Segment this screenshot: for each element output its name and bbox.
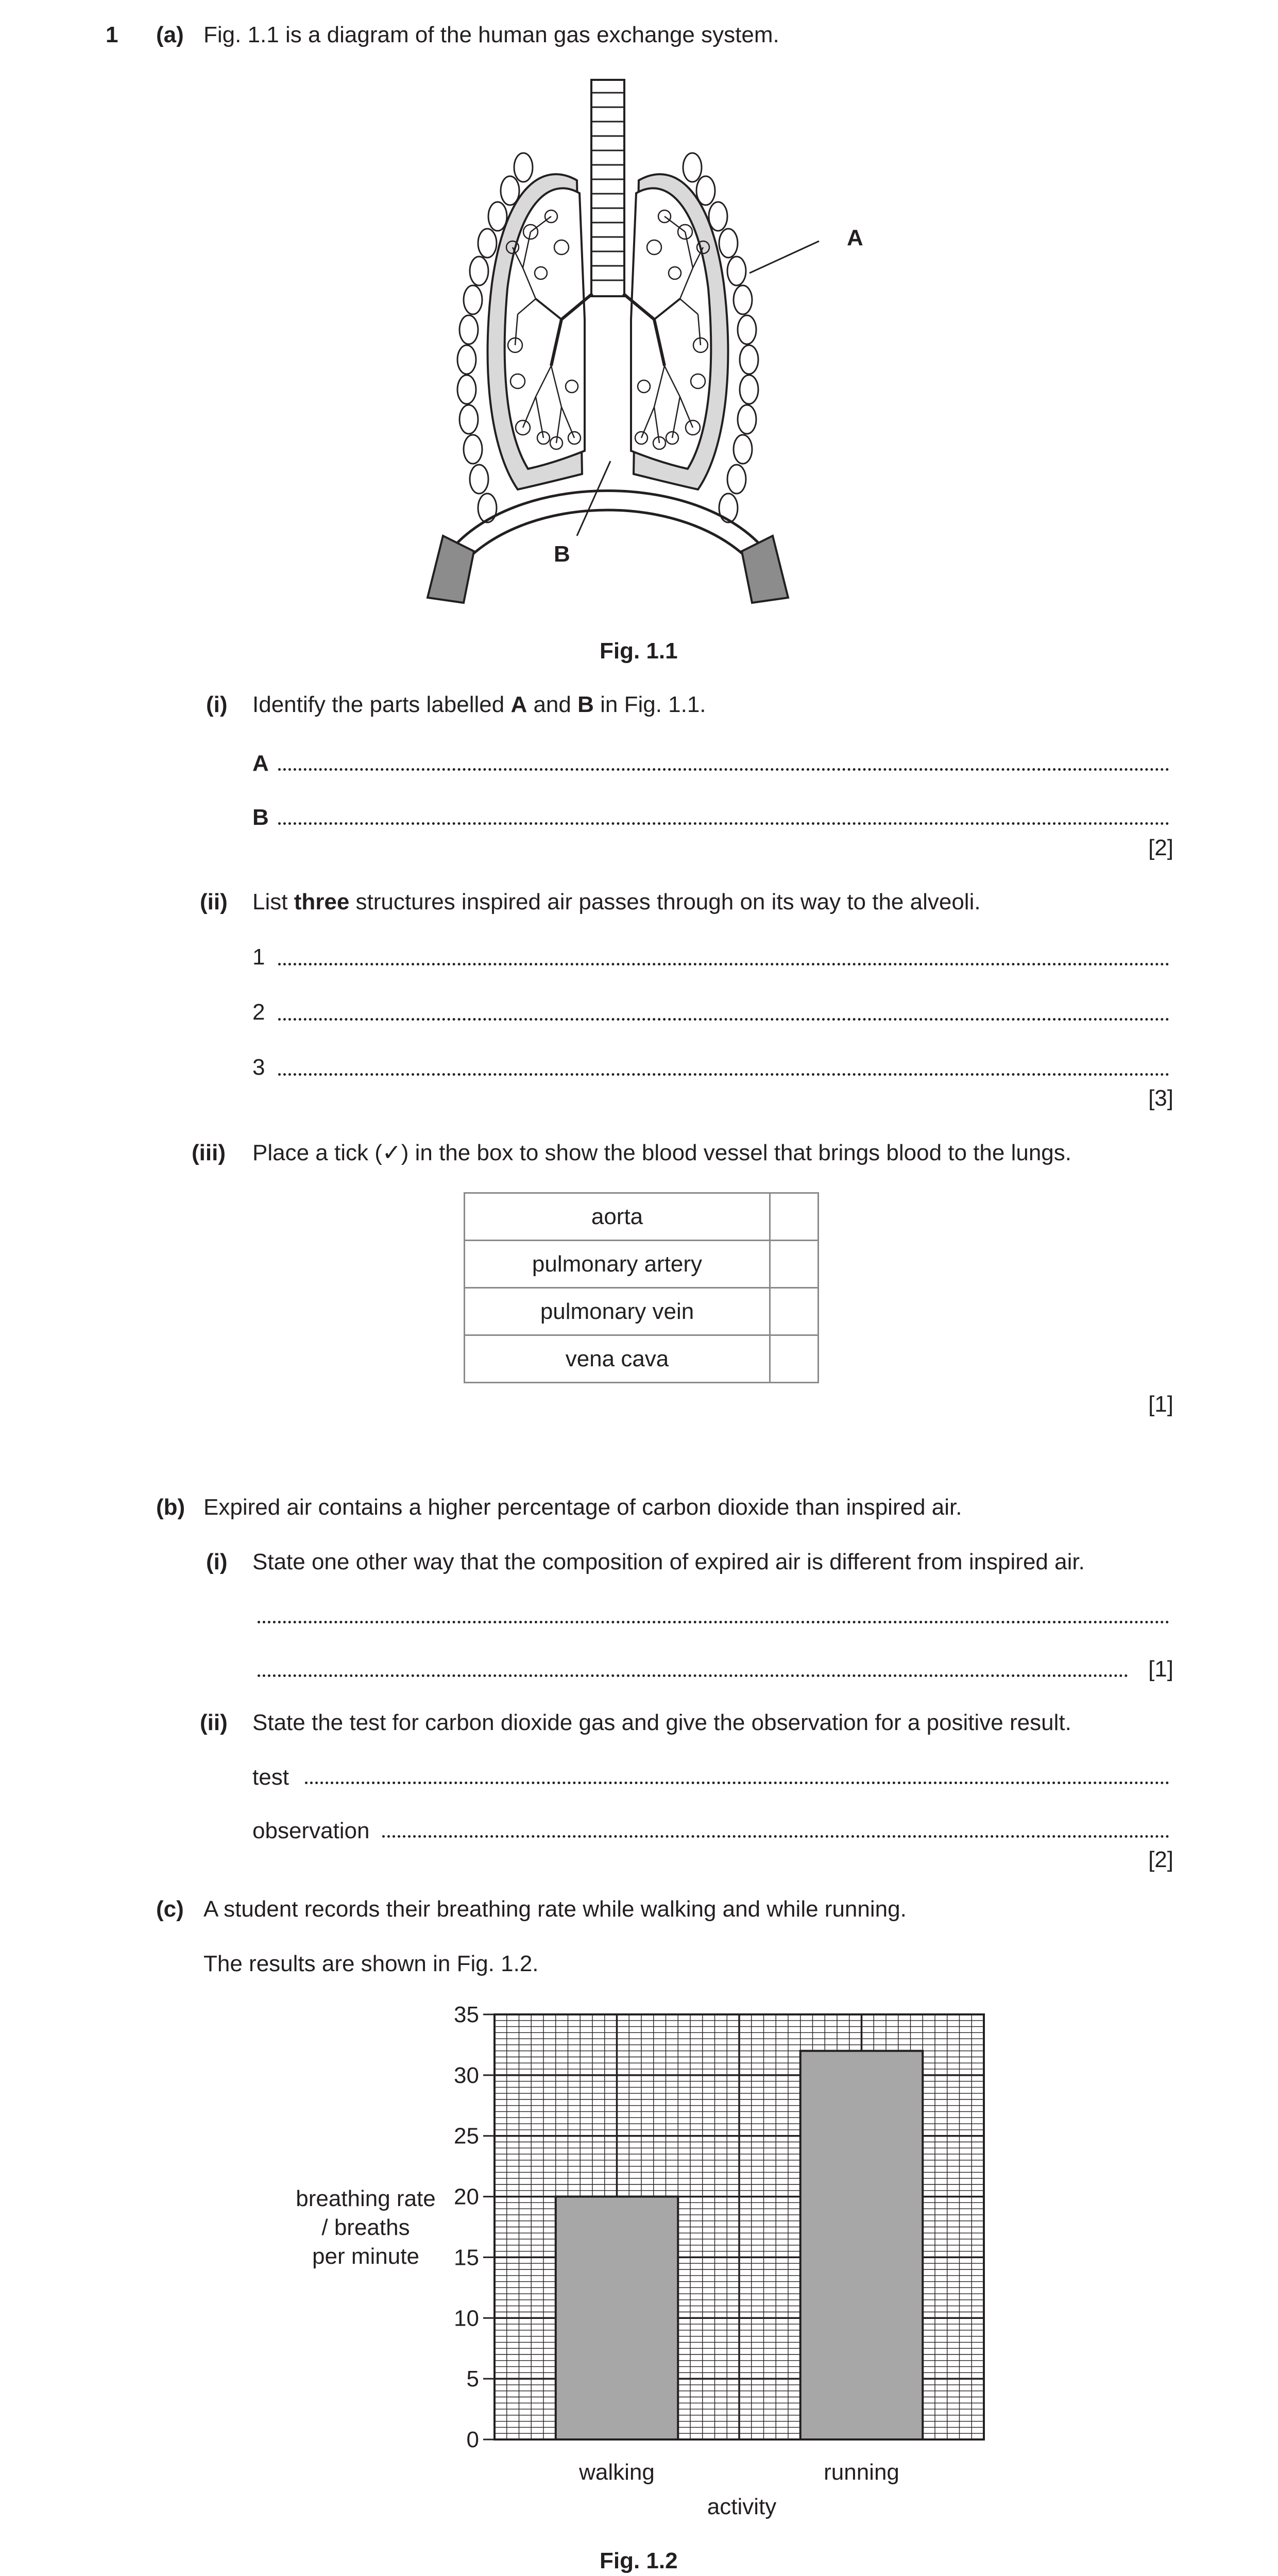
bar-running	[800, 2051, 923, 2439]
fig1-label-b: B	[554, 541, 570, 567]
part-bi-question: State one other way that the composition of expired air is different from inspired air.	[252, 1549, 1085, 1574]
tick-box-pulmonary-vein[interactable]	[770, 1288, 819, 1335]
y-tick-label: 5	[466, 2366, 479, 2392]
answer-b-line[interactable]	[278, 822, 1169, 825]
fig1-caption: Fig. 1.1	[600, 638, 678, 664]
part-bii-label: (ii)	[200, 1710, 228, 1735]
part-aiii-label: (iii)	[192, 1140, 226, 1165]
part-bi-answer-line-2[interactable]	[258, 1674, 1128, 1677]
part-aii-label: (ii)	[200, 889, 228, 914]
chart-axes	[483, 2014, 984, 2439]
chart-bars	[556, 2051, 923, 2439]
part-b-intro: Expired air contains a higher percentage of carbon dioxide than inspired air.	[203, 1495, 962, 1520]
test-label: test	[252, 1765, 289, 1790]
option-aorta: aorta	[465, 1193, 770, 1241]
y-tick-label: 35	[454, 2002, 479, 2027]
list-number-1: 1	[252, 944, 265, 970]
chart-labels	[296, 2002, 899, 2519]
list-answer-1-line[interactable]	[278, 963, 1169, 965]
y-tick-label: 10	[454, 2306, 479, 2331]
y-axis-label-line: breathing rate	[296, 2186, 436, 2211]
part-aii-question: List three structures inspired air passes through on its way to the alveoli.	[252, 889, 981, 914]
x-tick-label-walking: walking	[579, 2460, 655, 2485]
list-answer-2-line[interactable]	[278, 1018, 1169, 1021]
y-tick-label: 0	[466, 2427, 479, 2452]
marks-ai: [2]	[1148, 835, 1173, 860]
list-number-3: 3	[252, 1055, 265, 1080]
bar-walking	[556, 2197, 678, 2439]
option-pulmonary-vein: pulmonary vein	[465, 1288, 770, 1335]
tick-box-vena-cava[interactable]	[770, 1335, 819, 1383]
marks-bii: [2]	[1148, 1847, 1173, 1872]
table-row	[465, 1288, 819, 1335]
list-answer-3-line[interactable]	[278, 1073, 1169, 1076]
option-pulmonary-artery: pulmonary artery	[465, 1241, 770, 1288]
part-aiii-question: Place a tick (✓) in the box to show the blood vessel that brings blood to the lungs.	[252, 1140, 1071, 1165]
part-bi-label: (i)	[206, 1549, 228, 1574]
part-c-label: (c)	[156, 1896, 184, 1922]
plot-frame	[495, 2014, 984, 2439]
table-row	[465, 1335, 819, 1383]
part-ai-question: Identify the parts labelled A and B in Fig. 1.1.	[252, 692, 706, 717]
tick-box-pulmonary-artery[interactable]	[770, 1241, 819, 1288]
marks-bi: [1]	[1148, 1656, 1173, 1682]
observation-answer-line[interactable]	[382, 1835, 1169, 1838]
part-c-intro: A student records their breathing rate while walking and while running.	[203, 1896, 907, 1922]
fig2-caption: Fig. 1.2	[600, 2548, 678, 2573]
option-vena-cava: vena cava	[465, 1335, 770, 1383]
marks-aii: [3]	[1148, 1086, 1173, 1111]
y-tick-label: 25	[454, 2123, 479, 2149]
marks-aiii: [1]	[1148, 1392, 1173, 1417]
part-b-label: (b)	[156, 1495, 185, 1520]
table-row	[465, 1241, 819, 1288]
answer-a-label: A	[252, 751, 269, 776]
y-tick-label: 30	[454, 2062, 479, 2088]
part-ai-label: (i)	[206, 692, 228, 717]
part-a-intro: Fig. 1.1 is a diagram of the human gas exchange system.	[203, 22, 779, 47]
part-c-intro2: The results are shown in Fig. 1.2.	[203, 1951, 539, 1976]
answer-b-label: B	[252, 805, 269, 830]
observation-label: observation	[252, 1818, 370, 1843]
answer-a-line[interactable]	[278, 768, 1169, 771]
y-axis-label-line: per minute	[312, 2244, 419, 2269]
part-bi-answer-line-1[interactable]	[258, 1621, 1169, 1623]
y-tick-label: 15	[454, 2245, 479, 2270]
part-bii-question: State the test for carbon dioxide gas and give the observation for a positive result.	[252, 1710, 1071, 1735]
part-a-label: (a)	[156, 22, 184, 47]
test-answer-line[interactable]	[305, 1782, 1169, 1784]
tick-box-aorta[interactable]	[770, 1193, 819, 1241]
question-number: 1	[106, 22, 118, 47]
blood-vessel-table	[464, 1192, 819, 1383]
y-axis-label-line: / breaths	[321, 2215, 410, 2240]
chart-grid	[495, 2014, 984, 2439]
y-tick-label: 20	[454, 2184, 479, 2210]
table-row	[465, 1193, 819, 1241]
fig1-label-a: A	[847, 225, 863, 250]
lungs-diagram	[407, 77, 840, 608]
x-tick-label-running: running	[824, 2460, 899, 2485]
x-axis-label: activity	[707, 2494, 777, 2519]
list-number-2: 2	[252, 999, 265, 1025]
